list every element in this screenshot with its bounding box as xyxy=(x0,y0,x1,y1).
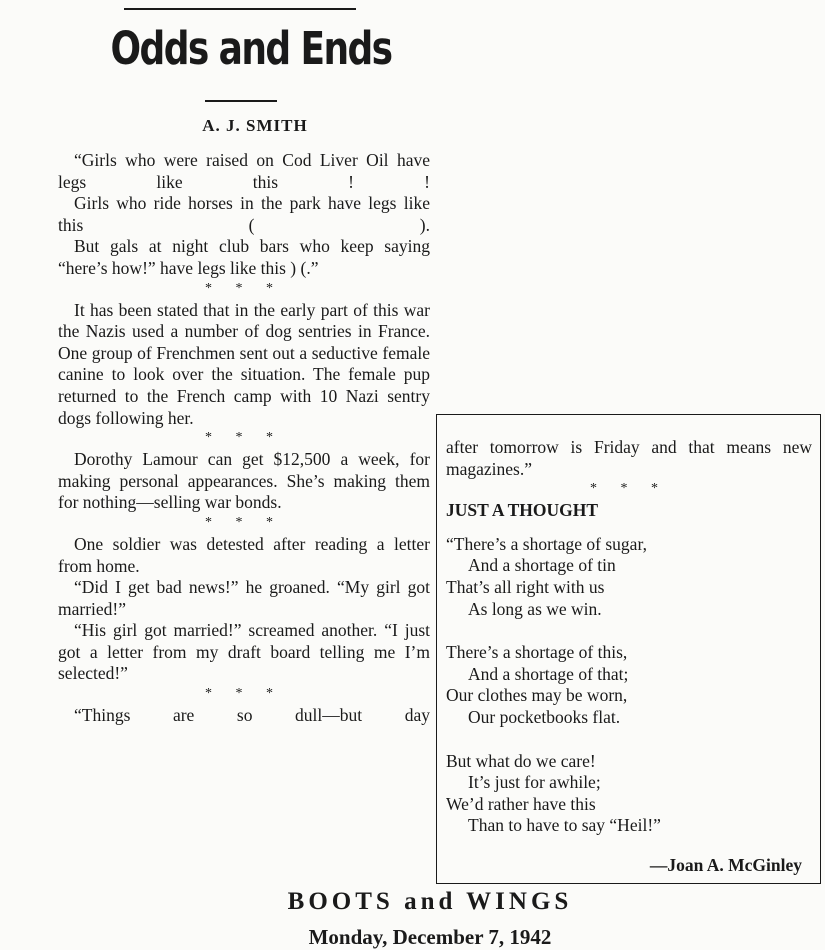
separator: * * * xyxy=(205,686,283,702)
paragraph: “Did I get bad news!” he groaned. “My girl got married!” xyxy=(58,577,430,619)
poem-line: Our clothes may be worn, xyxy=(446,685,628,706)
publication-date: Monday, December 7, 1942 xyxy=(308,925,552,949)
byline: A. J. SMITH xyxy=(202,116,308,135)
stanza-gap xyxy=(446,620,812,642)
separator: * * * xyxy=(590,481,668,497)
section-title: JUST A THOUGHT xyxy=(446,500,599,521)
paragraph: “Girls who were raised on Cod Liver Oil have legs like this ! ! xyxy=(58,150,430,192)
poem-line: It’s just for awhile; xyxy=(468,772,601,793)
headline: Odds and Ends xyxy=(110,22,392,75)
headline-rule xyxy=(205,100,277,102)
signature: —Joan A. McGinley xyxy=(649,854,802,875)
poem-line: Our pocketbooks flat. xyxy=(468,706,621,727)
stanza-gap xyxy=(446,729,812,751)
paragraph: Dorothy Lamour can get $12,500 a week, for making personal appearances. She’s making them for nothing—selling war bonds. xyxy=(58,449,430,513)
poem-line: Than to have to say “Heil!” xyxy=(468,815,661,836)
separator: * * * xyxy=(205,514,283,530)
separator: * * * xyxy=(205,280,283,296)
poem-line: We’d rather have this xyxy=(446,793,596,814)
separator: * * * xyxy=(205,430,283,446)
box-right-rule xyxy=(820,414,821,884)
top-rule xyxy=(124,8,356,10)
paragraph: Girls who ride horses in the park have legs like this ( ). xyxy=(58,193,430,235)
box-left-rule xyxy=(436,414,437,884)
poem-line: There’s a shortage of this, xyxy=(446,642,628,663)
paragraph: But gals at night club bars who keep saying “here’s how!” have legs like this ) (.” xyxy=(58,236,430,278)
poem-line: That’s all right with us xyxy=(446,576,605,597)
poem xyxy=(446,534,812,837)
paragraph: One soldier was detested after reading a letter from home. xyxy=(58,533,430,576)
poem-line: And a shortage of tin xyxy=(468,555,616,576)
box-top-rule xyxy=(436,414,820,415)
poem-line: As long as we win. xyxy=(468,598,602,619)
paragraph: after tomorrow is Friday and that means new magazines.” xyxy=(446,437,812,479)
box-bottom-rule xyxy=(436,883,821,884)
right-column xyxy=(446,437,812,877)
left-column xyxy=(58,150,430,727)
poem-line: And a shortage of that; xyxy=(468,663,629,684)
paragraph: It has been stated that in the early part of this war the Nazis used a number of dog sentries in France. One group of Frenchmen sent out a seductive female canine to look over the situation. The female pup returned to the French camp with 10 Nazi sentry dogs following her. xyxy=(58,299,430,428)
paragraph: “Things are so dull—but day xyxy=(74,705,430,726)
poem-line: “There’s a shortage of sugar, xyxy=(446,533,647,554)
publication-name: BOOTS and WINGS xyxy=(287,888,573,915)
poem-line: But what do we care! xyxy=(446,750,596,771)
paragraph: “His girl got married!” screamed another. “I just got a letter from my draft board telling me I’m selected!” xyxy=(58,620,430,684)
